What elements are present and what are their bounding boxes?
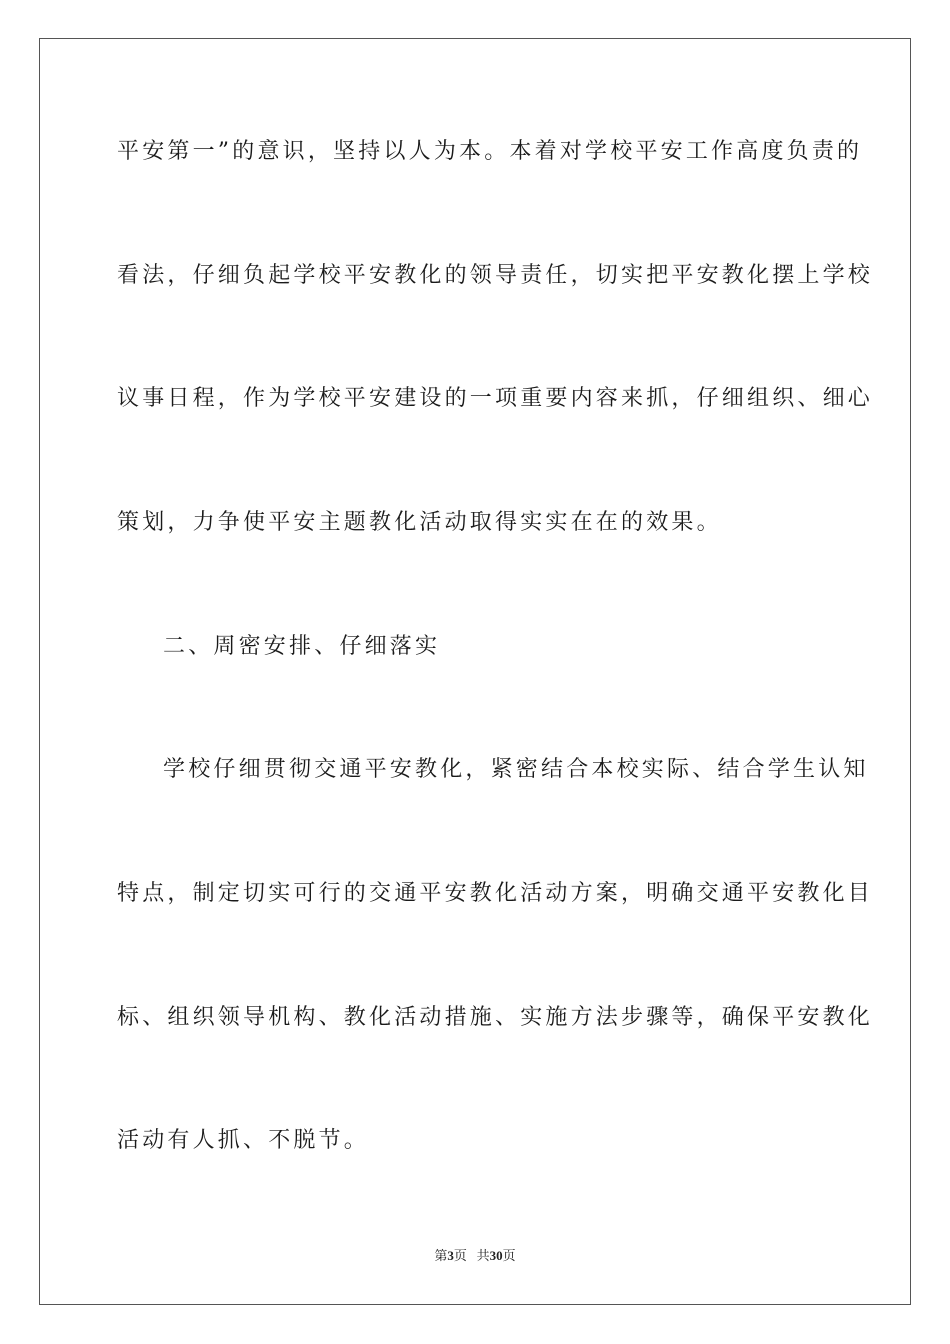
paragraph-line-2: 看法，仔细负起学校平安教化的领导责任，切实把平安教化摆上学校 [117, 263, 874, 288]
footer-total-prefix: 共 [476, 1248, 490, 1263]
footer-total-pages: 30 [489, 1248, 503, 1263]
paragraph-line-8: 活动有人抓、不脱节。 [117, 1128, 370, 1153]
footer-total-suffix: 页 [502, 1248, 516, 1263]
footer-page-suffix: 页 [453, 1248, 467, 1263]
page-footer [0, 1247, 950, 1265]
section-heading: 二、周密安排、仔细落实 [163, 634, 441, 659]
paragraph-line-3: 议事日程，作为学校平安建设的一项重要内容来抓，仔细组织、细心 [117, 386, 874, 411]
paragraph-line-4: 策划，力争使平安主题教化活动取得实实在在的效果。 [117, 510, 722, 535]
paragraph-line-7: 标、组织领导机构、教化活动措施、实施方法步骤等，确保平安教化 [117, 1005, 874, 1030]
paragraph-line-1: 平安第一”的意识，坚持以人为本。本着对学校平安工作高度负责的 [117, 139, 863, 164]
footer-page-number: 3 [447, 1248, 454, 1263]
footer-prefix: 第 [434, 1248, 448, 1263]
page-border [39, 38, 911, 1305]
paragraph-line-5: 学校仔细贯彻交通平安教化，紧密结合本校实际、结合学生认知 [163, 757, 869, 782]
paragraph-line-6: 特点，制定切实可行的交通平安教化活动方案，明确交通平安教化目 [117, 881, 874, 906]
